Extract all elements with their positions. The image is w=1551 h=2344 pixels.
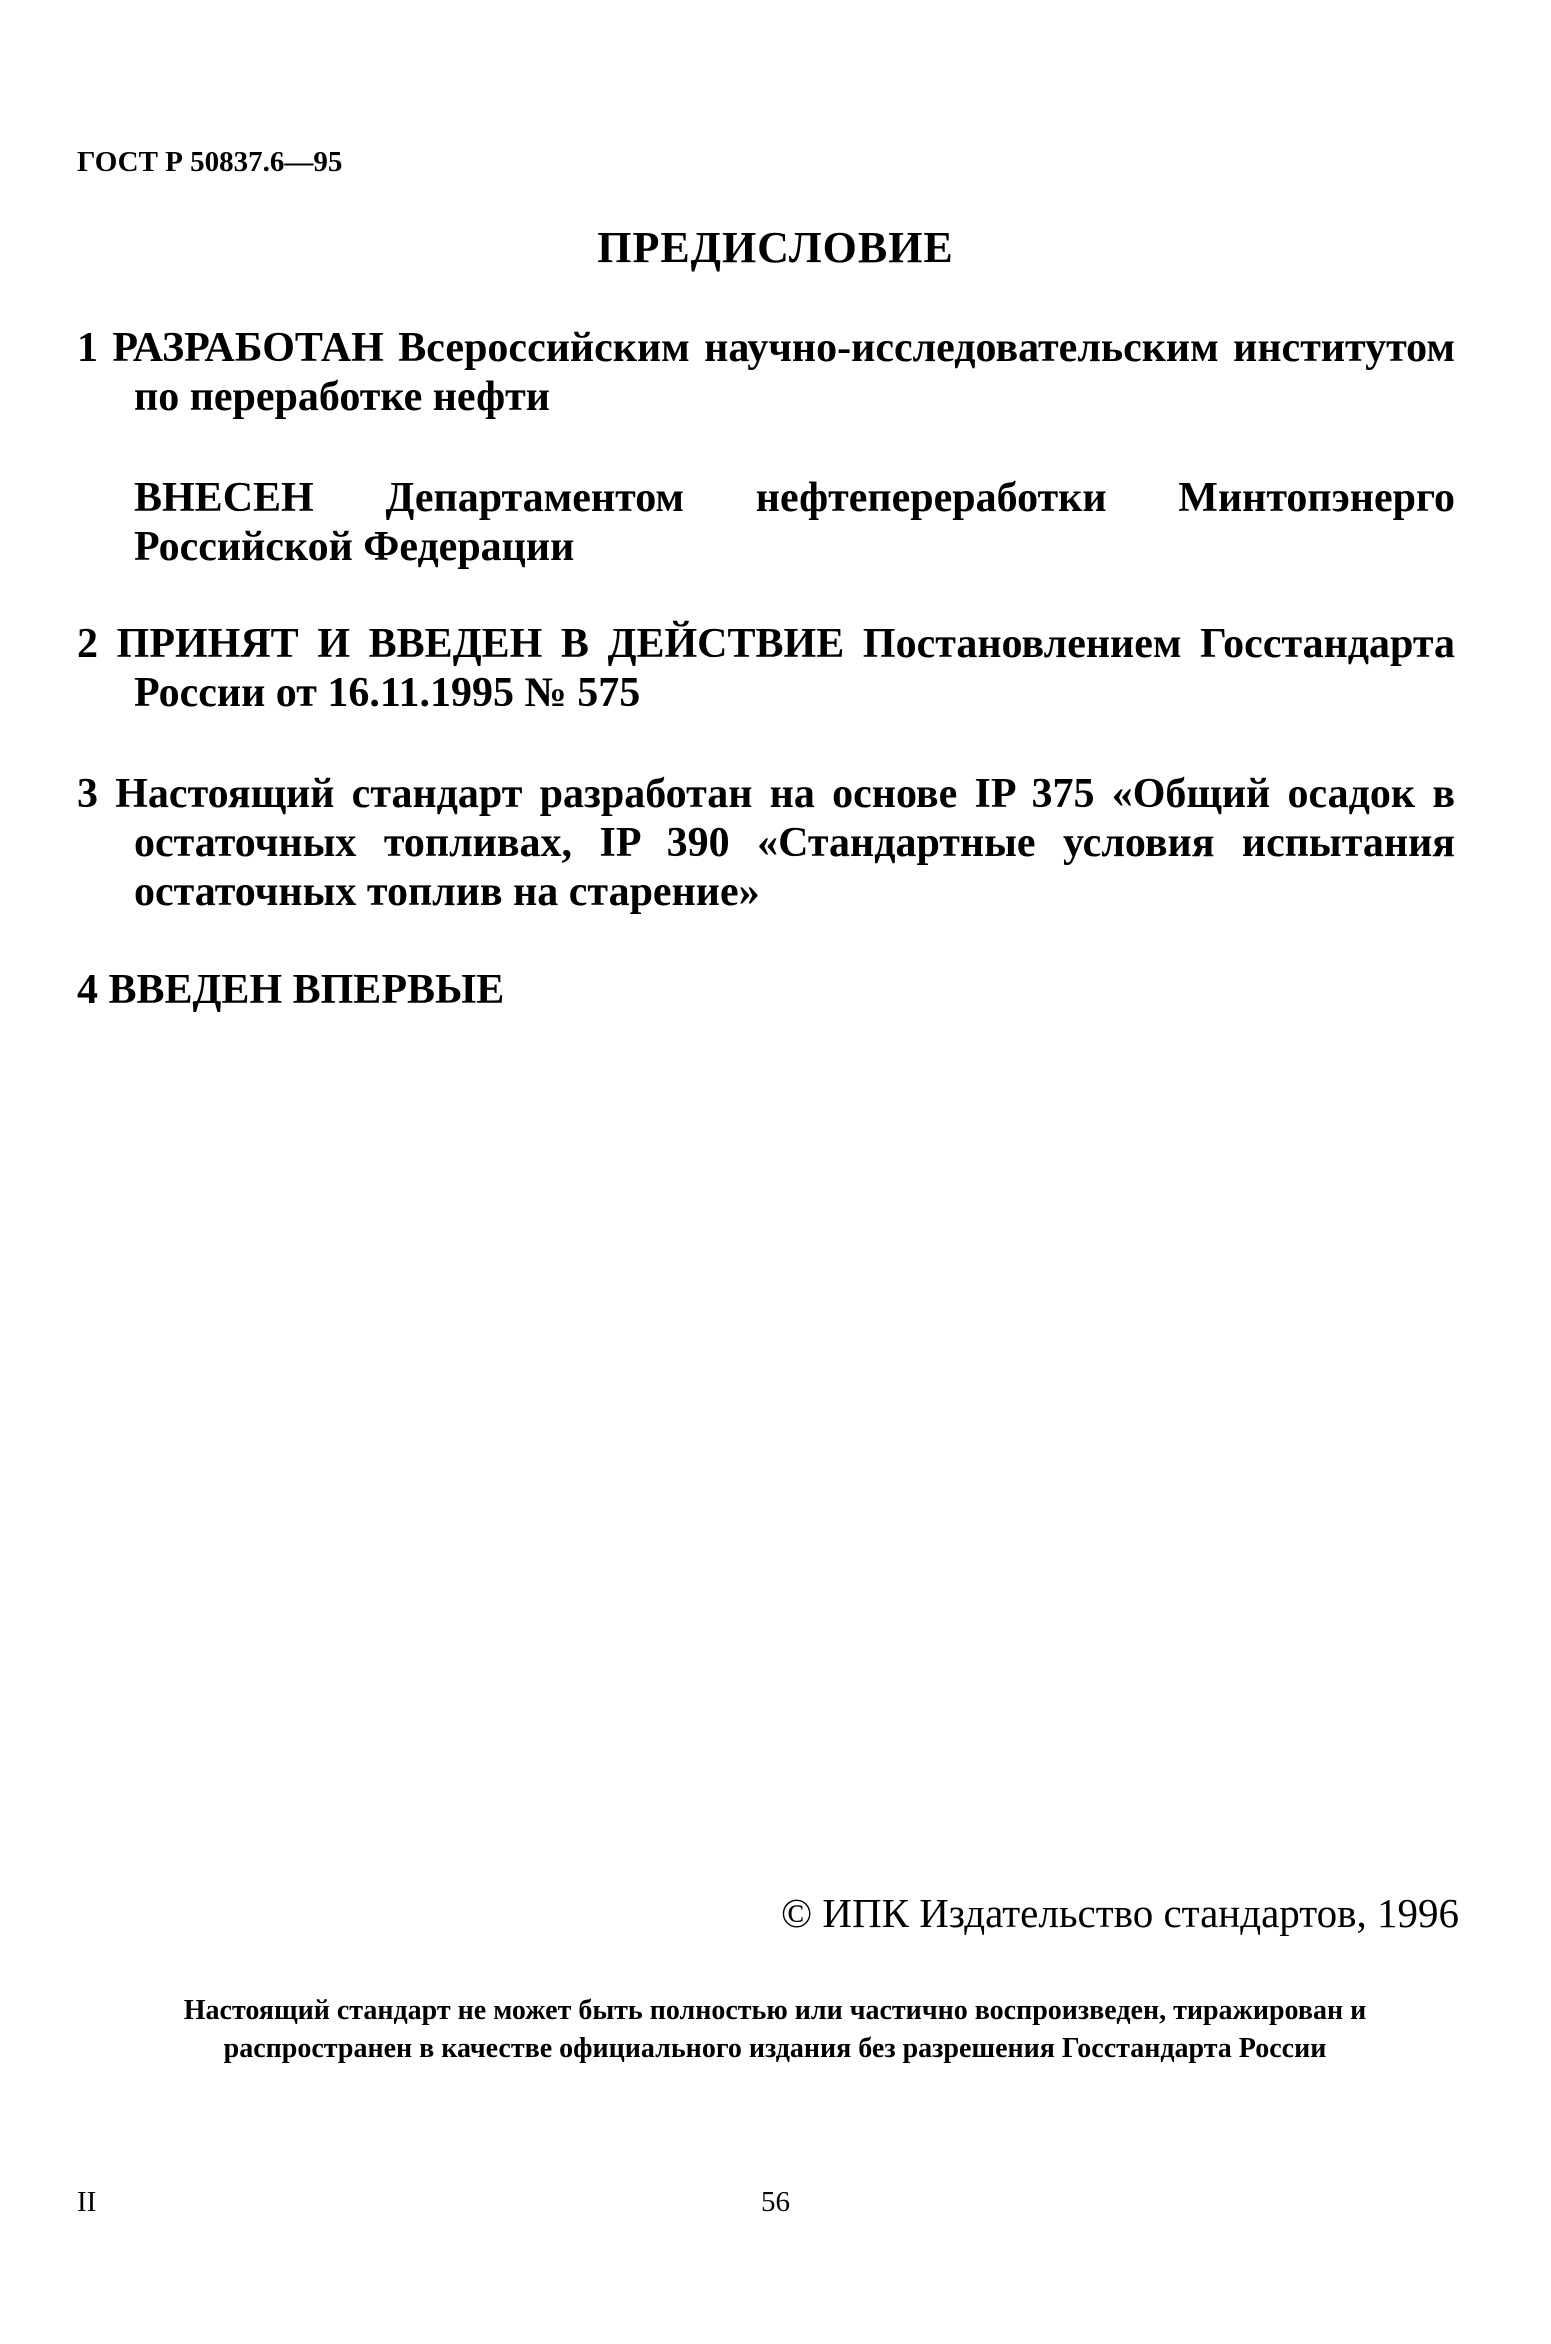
foreword-item-1-submitted <box>134 474 1455 572</box>
item-lead: ВНЕСЕН <box>134 475 314 521</box>
document-id: ГОСТ Р 50837.6—95 <box>77 146 343 178</box>
item-lead: 3 <box>77 771 98 817</box>
item-text: Постановлением Госстандарта России от 16.11.1995 № 575 <box>134 621 1456 716</box>
foreword-item-4 <box>77 966 1455 1015</box>
reproduction-notice: Настоящий стандарт не может быть полностью или частично воспроизведен, тиражирован и распространен в качестве официального издания без разрешения Госстандарта России <box>183 1995 1367 2064</box>
item-text: Всероссийским научно-исследовательским институтом по переработке нефти <box>134 325 1455 420</box>
item-text: Настоящий стандарт разработан на основе IP 375 «Общий осадок в остаточных топливах, IP 390 «Стандартные условия испытания остаточных топлив на старение» <box>115 771 1455 915</box>
foreword-item-3 <box>77 770 1455 917</box>
item-text: Департаментом нефтепереработки Минтопэнерго Российской Федерации <box>134 475 1455 570</box>
item-lead: 4 ВВЕДЕН ВПЕРВЫЕ <box>77 967 505 1013</box>
page-number: 56 <box>761 2186 790 2218</box>
item-lead: 2 ПРИНЯТ И ВВЕДЕН В ДЕЙСТВИЕ <box>77 621 845 667</box>
item-lead: 1 РАЗРАБОТАН <box>77 325 384 371</box>
foreword-item-1 <box>77 324 1455 422</box>
foreword-item-2 <box>77 620 1455 718</box>
copyright: © ИПК Издательство стандартов, 1996 <box>780 1890 1459 1936</box>
roman-page-number: II <box>77 2186 97 2218</box>
page-title: ПРЕДИСЛОВИЕ <box>597 223 954 272</box>
